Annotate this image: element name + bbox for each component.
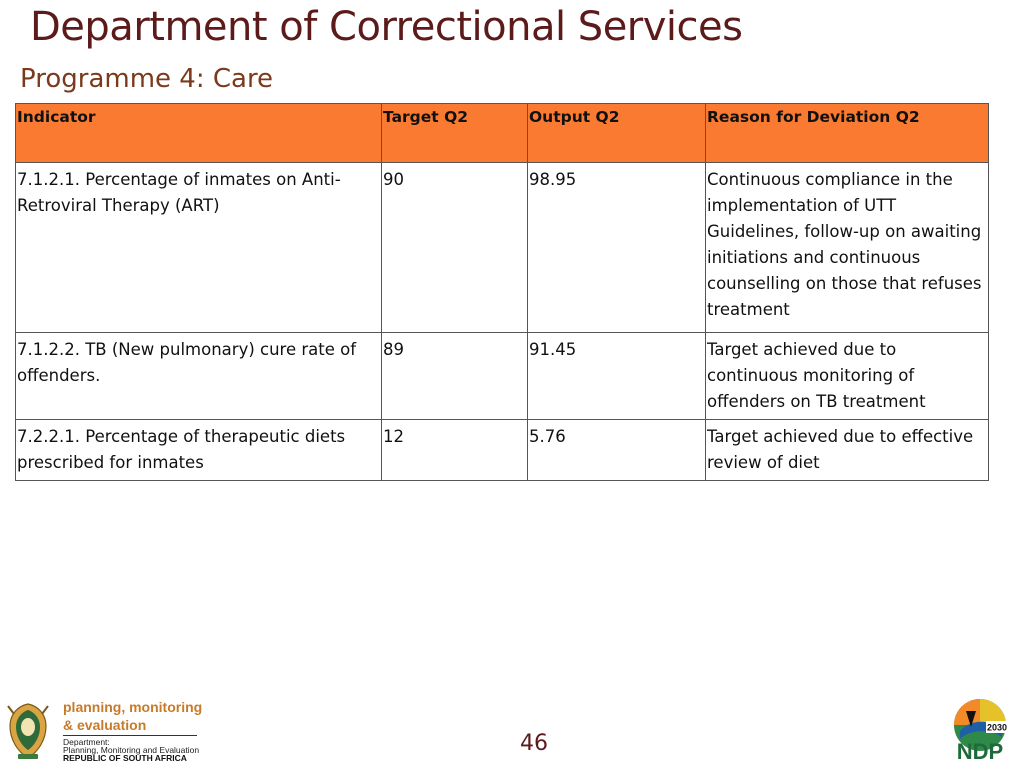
column-header-indicator: Indicator <box>16 104 382 163</box>
target-cell: 12 <box>382 420 528 481</box>
dpme-logo-line5: REPUBLIC OF SOUTH AFRICA <box>63 753 187 763</box>
target-cell: 89 <box>382 333 528 420</box>
ndp-2030-logo-icon <box>946 697 1014 763</box>
column-header-reason: Reason for Deviation Q2 <box>706 104 989 163</box>
output-cell: 5.76 <box>528 420 706 481</box>
dpme-logo-line4: Planning, Monitoring and Evaluation <box>63 745 200 755</box>
table-row <box>16 420 989 481</box>
dpme-logo-line2: & evaluation <box>63 717 147 733</box>
column-header-target: Target Q2 <box>382 104 528 163</box>
output-cell: 91.45 <box>528 333 706 420</box>
target-cell: 90 <box>382 163 528 333</box>
ndp-text: NDP <box>956 739 1004 763</box>
dpme-logo-line1: planning, monitoring <box>63 699 203 715</box>
page-number: 46 <box>520 731 548 756</box>
page-title: Department of Correctional Services <box>30 4 743 50</box>
table-row <box>16 163 989 333</box>
page-subtitle: Programme 4: Care <box>20 64 274 94</box>
reason-cell: Continuous compliance in the implementation of UTT Guidelines, follow-up on awaiting initiations and continuous counselling on those that refuses treatment <box>706 163 989 333</box>
indicator-cell: 7.1.2.1. Percentage of inmates on Anti-Retroviral Therapy (ART) <box>16 163 382 333</box>
column-header-output: Output Q2 <box>528 104 706 163</box>
dpme-logo <box>2 698 202 764</box>
output-cell: 98.95 <box>528 163 706 333</box>
table-row <box>16 333 989 420</box>
indicator-cell: 7.2.2.1. Percentage of therapeutic diets prescribed for inmates <box>16 420 382 481</box>
performance-table <box>15 103 989 481</box>
dpme-logo-divider <box>63 735 197 736</box>
coat-of-arms-icon <box>4 700 52 762</box>
dpme-logo-line3: Department: <box>63 737 110 747</box>
reason-cell: Target achieved due to continuous monitoring of offenders on TB treatment <box>706 333 989 420</box>
table-header-row <box>16 104 989 163</box>
ndp-year: 2030 <box>986 722 1008 733</box>
indicator-cell: 7.1.2.2. TB (New pulmonary) cure rate of offenders. <box>16 333 382 420</box>
reason-cell: Target achieved due to effective review of diet <box>706 420 989 481</box>
